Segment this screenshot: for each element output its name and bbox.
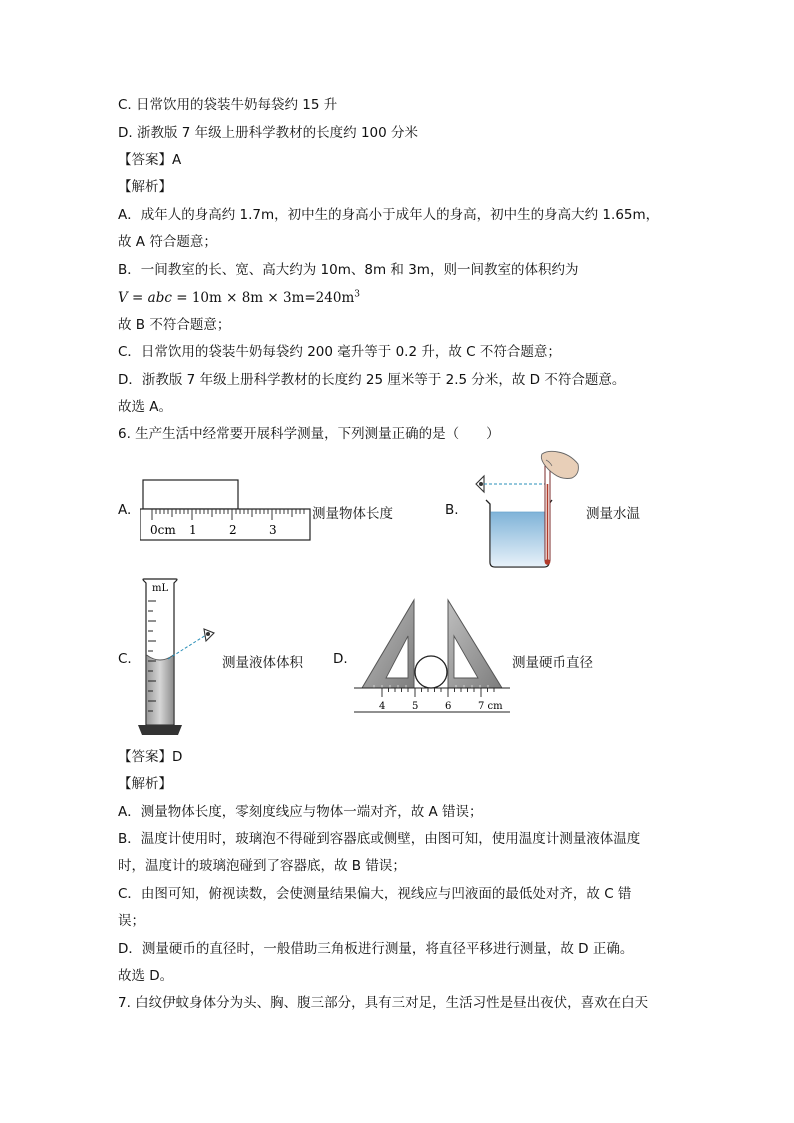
- analysis-5-b: B．一间教室的长、宽、高大约为 10m、8m 和 3m，则一间教室的体积约为: [118, 262, 579, 278]
- eye-icon: [476, 476, 484, 492]
- analysis-heading-6: 【解析】: [118, 776, 172, 792]
- ruler-a-tick-1: 1: [189, 523, 197, 537]
- answer-6: 【答案】D: [118, 749, 183, 765]
- conclusion-6: 故选 D。: [118, 968, 174, 984]
- figure-b-beaker: [462, 450, 586, 572]
- figure-a-letter: A.: [118, 502, 132, 518]
- figure-b-letter: B.: [445, 502, 459, 518]
- analysis-6-b-cont: 时，温度计的玻璃泡碰到了容器底，故 B 错误；: [118, 858, 406, 874]
- analysis-heading-5: 【解析】: [118, 179, 172, 195]
- ruler-d-tick-6: 6: [445, 701, 452, 712]
- figure-d-letter: D.: [333, 651, 348, 667]
- analysis-5-a: A．成年人的身高约 1.7m，初中生的身高小于成年人的身高，初中生的身高大约 1.65m，: [118, 207, 660, 223]
- analysis-5-d: D．浙教版 7 年级上册科学教材的长度约 25 厘米等于 2.5 分米，故 D 不符合题意。: [118, 372, 626, 388]
- figure-a-caption: 测量物体长度: [312, 506, 393, 522]
- figure-c-letter: C.: [118, 651, 132, 667]
- answer-5: 【答案】A: [118, 152, 182, 168]
- conclusion-5: 故选 A。: [118, 399, 173, 415]
- analysis-5-b-cont: 故 B 不符合题意；: [118, 317, 231, 333]
- analysis-6-c: C．由图可知，俯视读数，会使测量结果偏大，视线应与凹液面的最低处对齐，故 C 错: [118, 886, 632, 902]
- question-6: 6. 生产生活中经常要开展科学测量，下列测量正确的是（ ）: [118, 426, 500, 442]
- coin-icon: [415, 656, 447, 688]
- analysis-6-a: A．测量物体长度，零刻度线应与物体一端对齐，故 A 错误；: [118, 804, 483, 820]
- option-d-line: D. 浙教版 7 年级上册科学教材的长度约 100 分米: [118, 125, 418, 141]
- formula-v: V: [118, 290, 128, 306]
- figure-b-caption: 测量水温: [586, 506, 640, 522]
- analysis-6-c-cont: 误；: [118, 913, 145, 929]
- figure-d-caption: 测量硬币直径: [512, 655, 593, 671]
- formula-exponent: 3: [354, 289, 360, 300]
- ruler-d-tick-4: 4: [379, 701, 386, 712]
- figure-c-cylinder: [138, 575, 218, 737]
- ruler-d-tick-5: 5: [412, 701, 419, 712]
- ruler-a-tick-2: 2: [229, 523, 237, 537]
- figure-d-set-squares: [352, 596, 512, 718]
- ruler-a-tick-3: 3: [269, 523, 277, 537]
- formula-abc: abc: [147, 290, 172, 306]
- formula-equals: =: [132, 290, 144, 306]
- question-7: 7. 白纹伊蚊身体分为头、胸、腹三部分，具有三对足，生活习性是昼出夜伏，喜欢在白天: [118, 995, 649, 1011]
- option-c-line: C. 日常饮用的袋装牛奶每袋约 15 升: [118, 97, 338, 113]
- analysis-5-a-cont: 故 A 符合题意；: [118, 234, 217, 250]
- cylinder-unit: mL: [152, 583, 169, 594]
- eye-icon: [204, 629, 214, 641]
- ruler-a-tick-0: 0cm: [150, 523, 176, 537]
- ruler-d-tick-7: 7 cm: [478, 701, 503, 712]
- analysis-6-d: D．测量硬币的直径时，一般借助三角板进行测量，将直径平移进行测量，故 D 正确。: [118, 941, 634, 957]
- figure-a-ruler: [140, 478, 312, 544]
- analysis-6-b: B．温度计使用时，玻璃泡不得碰到容器底或侧壁，由图可知，使用温度计测量液体温度: [118, 831, 641, 847]
- analysis-5-c: C．日常饮用的袋装牛奶每袋约 200 毫升等于 0.2 升，故 C 不符合题意；: [118, 344, 561, 360]
- formula-rhs: = 10m × 8m × 3m=240m: [176, 290, 355, 306]
- volume-formula: [118, 289, 360, 307]
- figure-c-caption: 测量液体体积: [222, 655, 303, 671]
